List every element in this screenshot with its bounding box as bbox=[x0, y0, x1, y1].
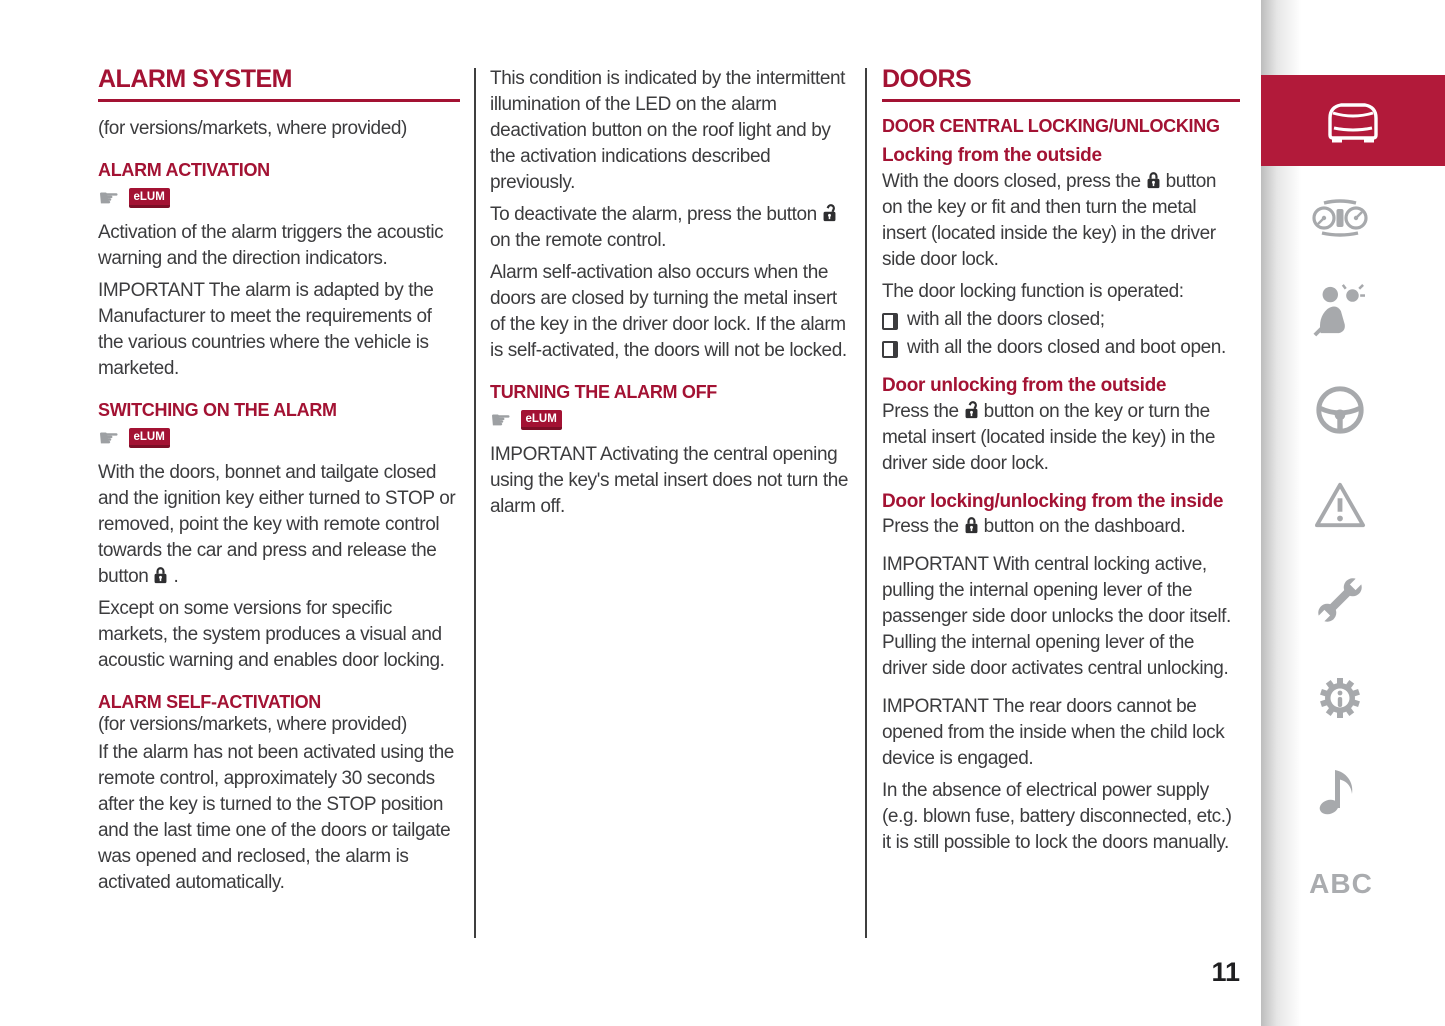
paragraph: IMPORTANT The alarm is adapted by the Manufacturer to meet the requirements of the various countries where the vehicle is marketed. bbox=[98, 279, 434, 379]
elum-ebook-badge[interactable]: eLUM bbox=[129, 428, 170, 448]
music-note-icon bbox=[1316, 762, 1360, 816]
sidebar-tab-technical-info[interactable] bbox=[1312, 670, 1368, 726]
paragraph: IMPORTANT Activating the central opening using the key's metal insert does not turn the alarm off. bbox=[490, 443, 849, 517]
steering-wheel-icon bbox=[1313, 383, 1367, 437]
paragraph: Activation of the alarm triggers the acoustic warning and the direction indicators. bbox=[98, 221, 444, 269]
paragraph: This condition is indicated by the intermittent illumination of the LED on the alarm deactivation button on the roof light and by the activation indications described previously. bbox=[490, 68, 846, 193]
subheading-unlocking-outside: Door unlocking from the outside bbox=[882, 374, 1167, 396]
elum-ebook-badge[interactable]: eLUM bbox=[521, 410, 562, 430]
open-padlock-icon bbox=[821, 203, 838, 224]
sidebar-tab-safety[interactable] bbox=[1311, 283, 1365, 337]
paragraph: IMPORTANT The rear doors cannot be opened from the inside when the child lock device is engaged. bbox=[882, 696, 1225, 770]
heading-turning-alarm-off: TURNING THE ALARM OFF bbox=[490, 382, 718, 402]
paragraph: If the alarm has not been activated using the remote control, approximately 30 seconds after the key is turned to the STOP position and the last time one of the doors or tailgate was opened and reclosed, the alarm is activated automatically. bbox=[98, 742, 454, 894]
airbag-safety-icon bbox=[1311, 283, 1365, 337]
heading-switching-on-alarm: SWITCHING ON THE ALARM bbox=[98, 399, 337, 420]
section-title-alarm-system: ALARM SYSTEM bbox=[98, 66, 460, 102]
reference-icon-row bbox=[98, 425, 460, 451]
column-divider bbox=[474, 68, 476, 938]
subheading-locking-inside: Door locking/unlocking from the inside bbox=[882, 490, 1224, 512]
column-alarm-system bbox=[98, 66, 460, 902]
section-title-doors: DOORS bbox=[882, 66, 1240, 102]
subheading-locking-outside: Locking from the outside bbox=[882, 144, 1102, 166]
sidebar-tab-dashboard[interactable] bbox=[1308, 198, 1372, 238]
heading-door-central-locking: DOOR CENTRAL LOCKING/UNLOCKING bbox=[882, 116, 1220, 137]
dashboard-gauges-icon bbox=[1308, 198, 1372, 238]
reference-icon-row bbox=[490, 407, 850, 433]
sidebar-tab-warnings[interactable] bbox=[1312, 480, 1368, 530]
list-item: with all the doors closed and boot open. bbox=[882, 335, 1240, 361]
paragraph: In the absence of electrical power supply (e.g. blown fuse, battery disconnected, etc.) it is still possible to lock the doors manually. bbox=[882, 780, 1232, 854]
heading-alarm-activation: ALARM ACTIVATION bbox=[98, 160, 270, 181]
sidebar-tab-index[interactable]: ABC bbox=[1309, 868, 1373, 899]
heading-alarm-self-activation: ALARM SELF-ACTIVATION bbox=[98, 691, 322, 712]
paragraph: IMPORTANT With central locking active, pulling the internal opening lever of the passenger side door unlocks the door itself. Pulling the internal opening lever of the driver side door activates central unlocking. bbox=[882, 554, 1231, 680]
versions-note: (for versions/markets, where provided) bbox=[98, 714, 407, 736]
list-item: with all the doors closed; bbox=[882, 307, 1240, 333]
reference-icon-row bbox=[98, 185, 460, 211]
closed-padlock-icon bbox=[152, 565, 169, 586]
paragraph: To deactivate the alarm, press the button on the remote control. bbox=[490, 202, 850, 254]
gear-info-icon bbox=[1312, 670, 1368, 726]
page-number: 11 bbox=[1211, 957, 1240, 987]
elum-ebook-badge[interactable]: eLUM bbox=[129, 188, 170, 208]
sidebar-tab-vehicle-active[interactable] bbox=[1261, 75, 1445, 166]
closed-padlock-icon bbox=[963, 515, 980, 536]
car-icon bbox=[1319, 98, 1387, 144]
paragraph: Press the button on the key or turn the metal insert (located inside the key) in the driver side door lock. bbox=[882, 400, 1216, 474]
pointing-hand-icon: ☛ bbox=[98, 183, 120, 212]
door-symbol-bullet bbox=[882, 313, 898, 330]
open-padlock-icon bbox=[963, 400, 980, 421]
pointing-hand-icon: ☛ bbox=[98, 423, 120, 452]
sidebar-tab-multimedia[interactable] bbox=[1316, 762, 1360, 816]
column-divider bbox=[865, 68, 867, 938]
paragraph: Alarm self-activation also occurs when the doors are closed by turning the metal insert of the key in the driver door lock. If the alarm is self-activated, the doors will not be locked. bbox=[490, 262, 847, 361]
column-alarm-continued bbox=[490, 66, 850, 526]
wrench-icon bbox=[1312, 572, 1368, 628]
warning-triangle-icon bbox=[1312, 480, 1368, 530]
door-symbol-bullet bbox=[882, 341, 898, 358]
sidebar-tab-maintenance[interactable] bbox=[1312, 572, 1368, 628]
paragraph: The door locking function is operated: bbox=[882, 280, 1184, 302]
paragraph: With the doors, bonnet and tailgate closed and the ignition key either turned to STOP or removed, point the key with remote control towards the car and press and release the button . bbox=[98, 461, 456, 587]
paragraph: Press the button on the dashboard. bbox=[882, 516, 1186, 538]
versions-note: (for versions/markets, where provided) bbox=[98, 118, 407, 140]
paragraph: Except on some versions for specific markets, the system produces a visual and acoustic warning and enables door locking. bbox=[98, 597, 445, 671]
paragraph: With the doors closed, press the button on the key or fit and then turn the metal insert (located inside the key) in the driver side door lock. bbox=[882, 170, 1217, 270]
closed-padlock-icon bbox=[1145, 170, 1162, 191]
column-doors bbox=[882, 66, 1240, 862]
sidebar-tab-steering[interactable] bbox=[1313, 383, 1367, 437]
pointing-hand-icon: ☛ bbox=[490, 405, 512, 434]
